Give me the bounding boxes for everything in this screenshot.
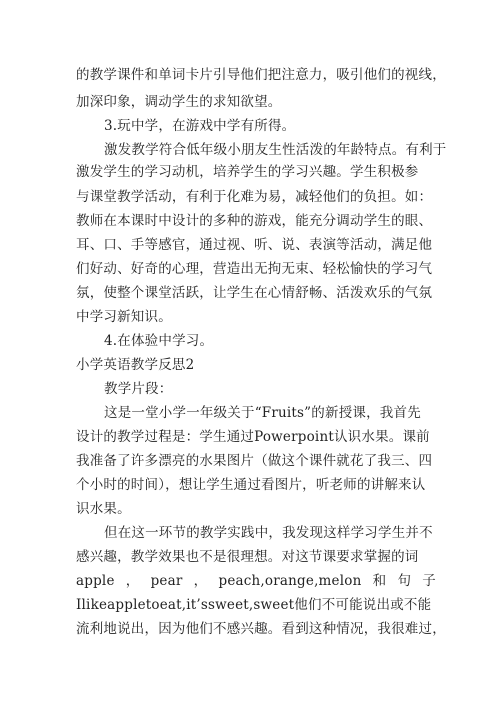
list-item-heading: 3.玩中学，在游戏中学有所得。 (104, 118, 296, 134)
text-word: 子 (422, 573, 436, 589)
text-word: apple (76, 573, 115, 589)
text-line: 识水果。 (76, 501, 131, 517)
text-line: 氛，使整个课堂活跃，让学生在心情舒畅、活泼欢乐的气氛 (76, 285, 433, 301)
text-line: 我准备了许多漂亮的水果图片（做这个课件就花了我三、四 (76, 453, 433, 469)
text-line: 这是一堂小学一年级关于“Fruits”的新授课，我首先 (104, 405, 421, 421)
text-word: ， (193, 573, 208, 589)
text-line: 激发教学符合低年级小朋友生性活泼的年龄特点。有利于 (104, 142, 447, 158)
text-word: 句 (397, 573, 412, 589)
text-line: 感兴趣，教学效果也不是很理想。对这节课要求掌握的词 (76, 549, 419, 565)
text-line: 耳、口、手等感官，通过视、听、说、表演等活动，满足他 (76, 237, 433, 253)
text-line: 的教学课件和单词卡片引导他们把注意力，吸引他们的视线， (76, 67, 446, 83)
text-line: 与课堂教学活动，有利于化难为易，减轻他们的负担。如： (76, 189, 433, 205)
text-line: Ilikeappletoeat,it’ssweet,sweet他们不可能说出或不能 (76, 597, 432, 613)
text-word: ， (125, 573, 140, 589)
text-line: 激发学生的学习动机，培养学生的学习兴趣。学生积极参 (76, 164, 419, 180)
text-line: 流利地说出，因为他们不感兴趣。看到这种情况，我很难过， (76, 621, 446, 637)
text-line: 们好动、好奇的心理，营造出无拘无束、轻松愉快的学习气 (76, 261, 433, 277)
text-line: 设计的教学过程是：学生通过Powerpoint认识水果。课前 (76, 429, 430, 445)
text-word: 和 (372, 573, 387, 589)
text-line: 个小时的时间），想让学生通过看图片，听老师的讲解来认 (76, 477, 426, 493)
text-line: 但在这一环节的教学实践中，我发现这样学习学生并不 (104, 525, 433, 541)
text-line-justified (76, 572, 436, 590)
text-line: 中学习新知识。 (76, 309, 172, 325)
text-line: 教师在本课时中设计的多种的游戏，能充分调动学生的眼、 (76, 213, 433, 229)
subheading: 教学片段： (104, 381, 173, 397)
section-title: 小学英语教学反思2 (76, 357, 195, 373)
text-word: peach,orange,melon (218, 573, 362, 589)
list-item-heading: 4.在体验中学习。 (104, 333, 214, 349)
text-word: pear (150, 573, 183, 589)
text-line: 加深印象，调动学生的求知欲望。 (76, 94, 282, 110)
